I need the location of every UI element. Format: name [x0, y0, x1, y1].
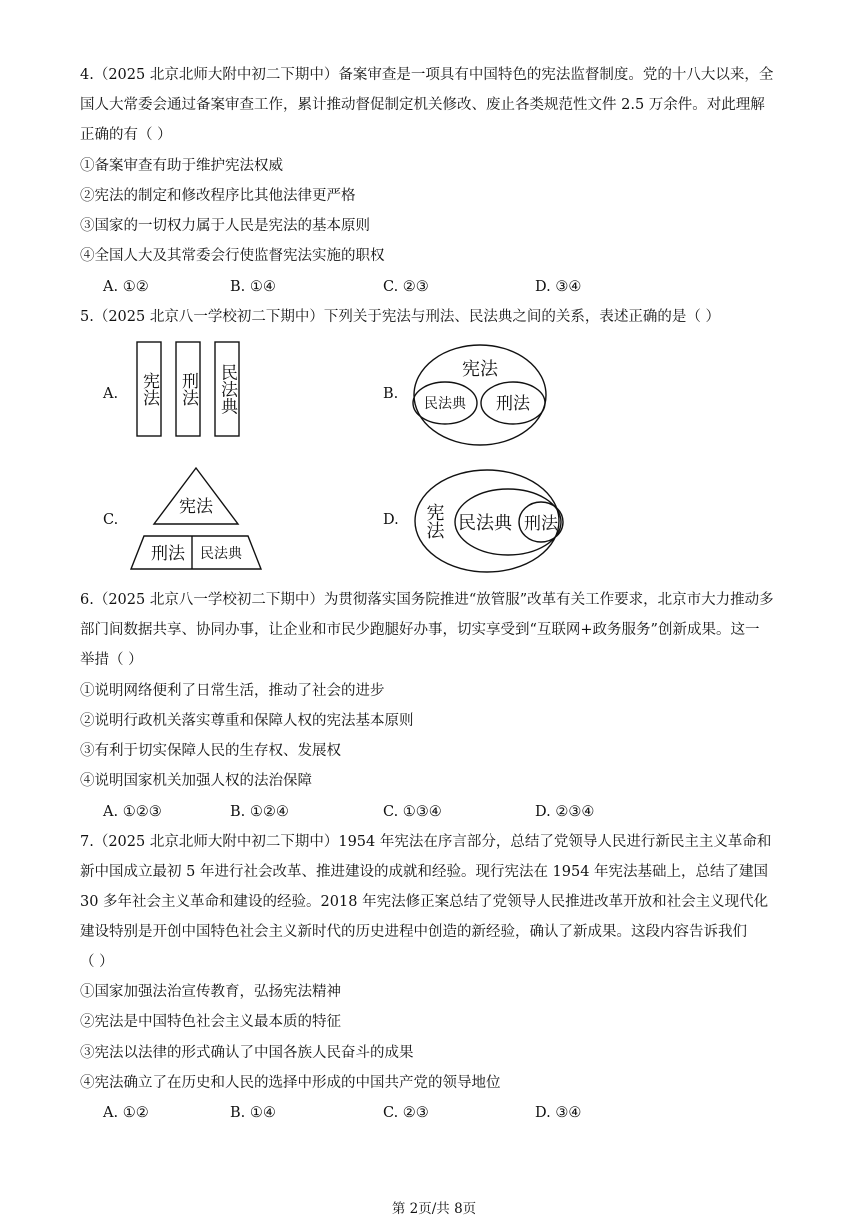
diagram-a-letter: A.	[103, 386, 119, 402]
question-4-stem-line-3: 正确的有（ ）	[80, 127, 172, 143]
question-7-option-c: C. ②③	[383, 1105, 429, 1121]
question-7-stem-line-1: 7.（2025 北京北师大附中初二下期中）1954 年宪法在序言部分，总结了党领导人民进行新民主主义革命和	[80, 834, 772, 850]
question-6-statement-4: ④说明国家机关加强人权的法治保障	[80, 773, 312, 789]
diagram-b-label-left: 民法典	[424, 396, 466, 412]
diagram-c-label-bottom-left: 刑法	[151, 544, 185, 564]
diagram-b	[410, 342, 560, 450]
diagram-c-label-bottom-right: 民法典	[200, 546, 242, 562]
diagram-a-label-criminal: 刑法	[178, 372, 198, 406]
diagram-b-label-outer: 宪法	[462, 359, 498, 380]
question-6-stem-line-2: 部门间数据共享、协同办事，让企业和市民少跑腿好办事，切实享受到“互联网+政务服务”创新成果。这一	[80, 622, 760, 638]
question-4-option-a: A. ①②	[103, 279, 149, 295]
question-6-statement-3: ③有利于切实保障人民的生存权、发展权	[80, 743, 341, 759]
question-7-option-d: D. ③④	[535, 1105, 582, 1121]
question-7-stem-line-5: （ ）	[80, 954, 114, 970]
diagram-a-label-civil: 民法典	[217, 363, 237, 415]
question-7-statement-3: ③宪法以法律的形式确认了中国各族人民奋斗的成果	[80, 1045, 414, 1061]
page-number-footer: 第 2页/共 8页	[391, 1201, 477, 1217]
question-6-option-b: B. ①②④	[230, 804, 289, 820]
diagram-c-letter: C.	[103, 512, 119, 528]
diagram-d	[410, 468, 570, 578]
question-4-stem-line-1: 4.（2025 北京北师大附中初二下期中）备案审查是一项具有中国特色的宪法监督制度。党的十八大以来，全	[80, 67, 774, 83]
question-4-stem-line-2: 国人大常委会通过备案审查工作，累计推动督促制定机关修改、废止各类规范性文件 2.5 万余件。对此理解	[80, 97, 765, 113]
question-6-stem-line-1: 6.（2025 北京八一学校初二下期中）为贯彻落实国务院推进“放管服”改革有关工作要求，北京市大力推动多	[80, 592, 774, 608]
diagram-a	[130, 336, 260, 442]
diagram-d-label-middle: 民法典	[458, 513, 512, 534]
question-7-stem-line-3: 30 多年社会主义革命和建设的经验。2018 年宪法修正案总结了党领导人民推进改革开放和社会主义现代化	[80, 894, 769, 910]
question-7-option-a: A. ①②	[103, 1105, 149, 1121]
diagram-c-label-top: 宪法	[179, 497, 213, 517]
question-7-statement-4: ④宪法确立了在历史和人民的选择中形成的中国共产党的领导地位	[80, 1075, 501, 1091]
question-6-option-c: C. ①③④	[383, 804, 442, 820]
question-7-statement-1: ①国家加强法治宣传教育，弘扬宪法精神	[80, 984, 341, 1000]
question-4-statement-4: ④全国人大及其常委会行使监督宪法实施的职权	[80, 248, 385, 264]
question-4-statement-1: ①备案审查有助于维护宪法权威	[80, 158, 283, 174]
question-6-option-a: A. ①②③	[103, 804, 162, 820]
question-7-stem-line-2: 新中国成立最初 5 年进行社会改革、推进建设的成就和经验。现行宪法在 1954 年宪法基础上，总结了建国	[80, 864, 769, 880]
question-4-option-c: C. ②③	[383, 279, 429, 295]
question-6-statement-1: ①说明网络便利了日常生活，推动了社会的进步	[80, 683, 385, 699]
question-6-statement-2: ②说明行政机关落实尊重和保障人权的宪法基本原则	[80, 713, 414, 729]
question-4-statement-3: ③国家的一切权力属于人民是宪法的基本原则	[80, 218, 370, 234]
diagram-d-letter: D.	[383, 512, 399, 528]
question-4-option-d: D. ③④	[535, 279, 582, 295]
diagram-c	[128, 465, 268, 575]
diagram-b-letter: B.	[383, 386, 399, 402]
question-6-option-d: D. ②③④	[535, 804, 595, 820]
question-4-option-b: B. ①④	[230, 279, 276, 295]
question-7-statement-2: ②宪法是中国特色社会主义最本质的特征	[80, 1014, 341, 1030]
diagram-d-label-inner: 刑法	[524, 514, 558, 534]
diagram-a-label-constitution: 宪法	[139, 372, 159, 406]
question-4-statement-2: ②宪法的制定和修改程序比其他法律更严格	[80, 188, 356, 204]
diagram-b-label-right: 刑法	[496, 394, 530, 414]
question-7-option-b: B. ①④	[230, 1105, 276, 1121]
question-7-stem-line-4: 建设特别是开创中国特色社会主义新时代的历史进程中创造的新经验，确认了新成果。这段内容告诉我们	[80, 924, 747, 940]
question-5-stem-line-1: 5.（2025 北京八一学校初二下期中）下列关于宪法与刑法、民法典之间的关系，表述正确的是（ ）	[80, 309, 720, 325]
question-6-stem-line-3: 举措（ ）	[80, 652, 143, 668]
diagram-d-label-outer: 宪法	[423, 503, 445, 539]
